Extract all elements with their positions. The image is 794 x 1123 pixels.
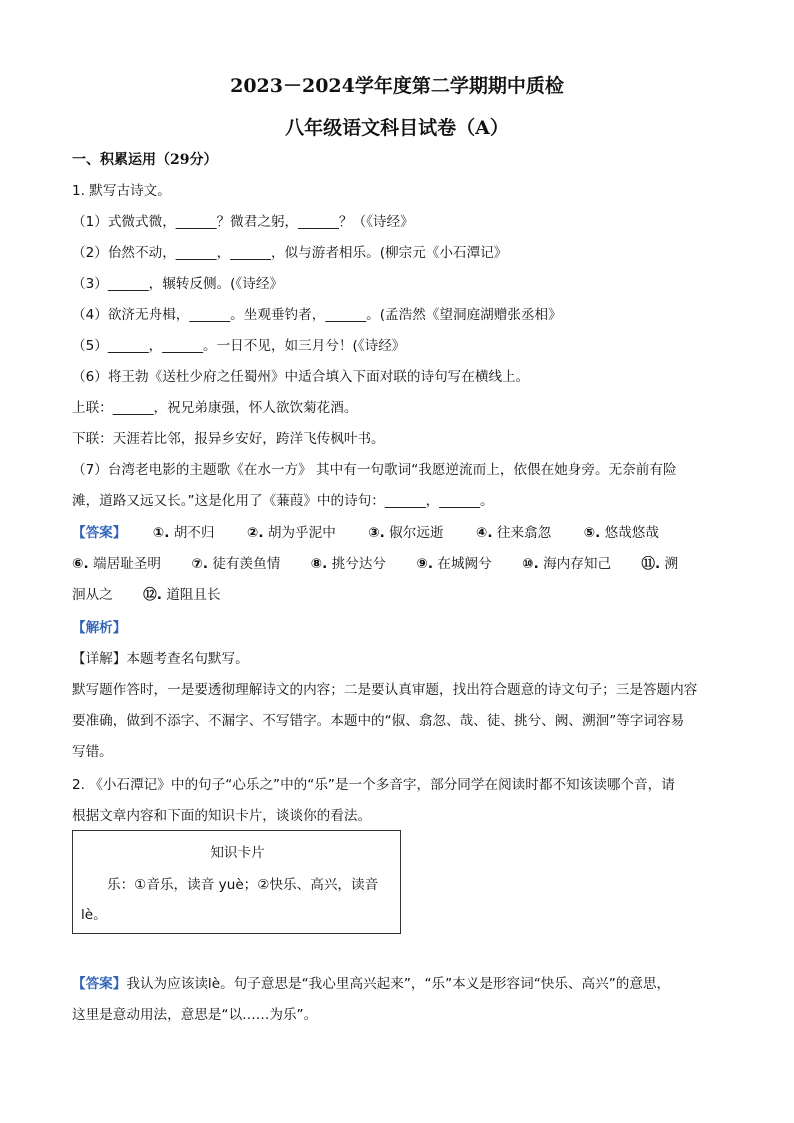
answer-text: 洄从之 [72, 587, 113, 603]
answer-number: ⑥. [72, 556, 89, 572]
answer-number: ⑩. [522, 556, 539, 572]
answer-text: 胡为乎泥中 [267, 525, 336, 541]
answer-text: 海内存知己 [543, 556, 612, 572]
answer-text: 挑兮达兮 [331, 556, 387, 572]
question-1-item: （5）______，______。一日不见，如三月兮！(《诗经》 [72, 338, 406, 354]
explain-line: 写错。 [72, 744, 113, 760]
answer-text: 往来翕忽 [496, 525, 552, 541]
question-1-item: 上联：______，祝兄弟康强，怀人欲饮菊花酒。 [72, 400, 358, 416]
question-1-item: （6）将王勃《送杜少府之任蜀州》中适合填入下面对联的诗句写在横线上。 [72, 369, 530, 385]
knowledge-card [72, 830, 401, 934]
answer-line [72, 554, 678, 574]
explain-line: 要准确，做到不添字、不漏字、不写错字。本题中的“俶、翕忽、哉、徒、挑兮、阙、溯洄”等字词容易 [72, 713, 685, 729]
answer-number: ⑦. [191, 556, 208, 572]
answer-tag: 【答案】 [72, 525, 127, 541]
question-1-item: （4）欲济无舟楫，______。坐观垂钓者，______。(孟浩然《望洞庭湖赠张丞相》 [72, 307, 562, 323]
answer-number: ⑨. [416, 556, 434, 572]
answer-text: 在城阙兮 [437, 556, 492, 572]
knowledge-card-title: 知识卡片 [210, 845, 265, 861]
exam-title: 2023－2024学年度第二学期期中质检 [230, 75, 564, 97]
answer-text: 端居耻圣明 [93, 556, 161, 572]
answer-number: ③. [368, 525, 385, 541]
answer-number: ④. [475, 525, 493, 541]
answer-tag: 【答案】 [72, 976, 127, 992]
question-1-item: 下联：天涯若比邻，报异乡安好，跨洋飞传枫叶书。 [72, 431, 385, 447]
exam-subtitle: 八年级语文科目试卷（A） [285, 117, 509, 139]
answer-text: 徒有羡鱼情 [212, 556, 281, 572]
detail-line [72, 649, 249, 669]
answer-number: ①. [152, 525, 170, 541]
answer-text: 我认为应该读lè。句子意思是“我心里高兴起来”，“乐”本义是形容词“快乐、高兴”的意思， [126, 976, 671, 992]
answer-text: 俶尔远逝 [389, 525, 444, 541]
question-2-stem: 2. 《小石潭记》中的句子“心乐之”中的“乐”是一个多音字，部分同学在阅读时都不知该读哪个音，请 [72, 777, 675, 793]
question-1-item: （2）佁然不动，______，______，似与游者相乐。(柳宗元《小石潭记》 [72, 245, 508, 261]
question-1-item: 滩，道路又远又长。”这是化用了《蒹葭》中的诗句：______，______。 [72, 493, 494, 509]
explain-line: 默写题作答时，一是要透彻理解诗文的内容；二是要认真审题，找出符合题意的诗文句子；三是答题内容 [72, 682, 698, 698]
question-1-stem: 1. 默写古诗文。 [72, 183, 171, 199]
answer-number: ⑪. [641, 556, 661, 572]
answer-number: ②. [246, 525, 264, 541]
question-1-item: （1）式微式微，______？微君之躬，______？（《诗经》 [72, 214, 414, 230]
answer-number: ⑧. [310, 556, 328, 572]
answer-text: 溯 [664, 556, 679, 572]
answer-line [72, 585, 221, 605]
answer-line [72, 523, 659, 543]
question-2-answer-cont: 这里是意动用法，意思是“以……为乐”。 [72, 1007, 318, 1023]
detail-text: 本题考查名句默写。 [126, 651, 249, 667]
answer-number: ⑤. [583, 525, 601, 541]
question-1-item: （7）台湾老电影的主题歌《在水一方》 其中有一句歌词“我愿逆流而上，依偎在她身旁。无奈前有险 [72, 462, 677, 478]
answer-text: 胡不归 [173, 525, 215, 541]
knowledge-card-text: 乐：①音乐，读音 yuè；②快乐、高兴，读音 [107, 877, 379, 893]
question-2-stem: 根据文章内容和下面的知识卡片，谈谈你的看法。 [72, 808, 372, 824]
detail-tag: 【详解】 [72, 651, 127, 667]
analysis-tag: 【解析】 [72, 620, 127, 636]
answer-text: 道阻且长 [166, 587, 221, 603]
knowledge-card-text: lè。 [81, 907, 107, 923]
question-1-item: （3）______，辗转反侧。(《诗经》 [72, 276, 284, 292]
answer-number: ⑫. [143, 587, 162, 603]
question-2-answer [72, 974, 670, 994]
section-heading: 一、积累运用（29分） [72, 152, 218, 168]
answer-text: 悠哉悠哉 [604, 525, 659, 541]
